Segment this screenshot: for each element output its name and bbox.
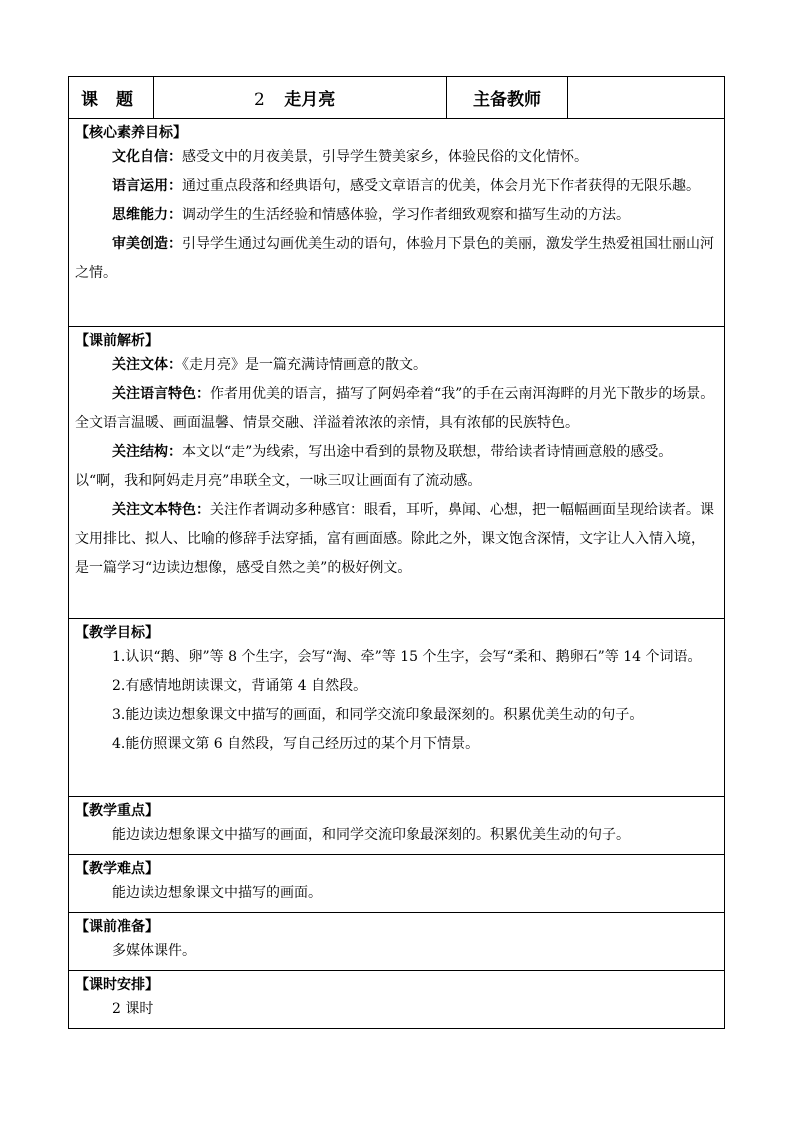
topic-label: 课题 <box>69 77 154 119</box>
key-section <box>69 797 725 855</box>
teacher-label: 主备教师 <box>447 77 568 119</box>
core-section <box>69 119 725 327</box>
pre-row <box>69 327 725 619</box>
core-item: 语言运用：通过重点段落和经典语句，感受文章语言的优美，体会月光下作者获得的无限乐趣。 <box>112 178 700 194</box>
prep-section <box>69 913 725 971</box>
key-text: 能边读边想象课文中描写的画面，和同学交流印象最深刻的。积累优美生动的句子。 <box>112 827 630 843</box>
core-item: 文化自信：感受文中的月夜美景，引导学生赞美家乡，体验民俗的文化情怀。 <box>112 149 588 165</box>
topic-cell <box>154 77 447 119</box>
pre-item: 关注语言特色：作者用优美的语言，描写了阿妈牵着“我”的手在云南洱海畔的月光下散步的场景。全文语言温暖、画面温馨、情景交融、洋溢着浓浓的亲情，具有浓郁的民族特色。 <box>75 386 715 431</box>
difficulty-text: 能边读边想象课文中描写的画面。 <box>112 885 322 901</box>
pre-section <box>69 327 725 619</box>
time-row <box>69 971 725 1029</box>
difficulty-title: 【教学难点】 <box>75 861 159 877</box>
pre-item: 关注文本特色：关注作者调动多种感官：眼看，耳听，鼻闻、心想，把一幅幅画面呈现给读者。课文用排比、拟人、比喻的修辞手法穿插，富有画面感。除此之外，课文饱含深情，文字让人入情入境，是一篇学习“边读边想像，感受自然之美”的极好例文。 <box>75 502 714 576</box>
difficulty-row <box>69 855 725 913</box>
time-section <box>69 971 725 1029</box>
key-row <box>69 797 725 855</box>
core-item: 审美创造：引导学生通过勾画优美生动的语句，体验月下景色的美丽，激发学生热爱祖国壮丽山河之情。 <box>75 236 714 281</box>
lesson-title: 走月亮 <box>284 90 336 110</box>
pre-item: 关注文体：《走月亮》是一篇充满诗情画意的散文。 <box>112 357 427 373</box>
lesson-plan-table <box>68 76 725 1029</box>
goals-section <box>69 619 725 797</box>
time-title: 【课时安排】 <box>75 977 159 993</box>
core-title: 【核心素养目标】 <box>75 125 187 141</box>
teacher-value <box>568 77 725 119</box>
pre-title: 【课前解析】 <box>75 333 159 349</box>
core-item: 思维能力：调动学生的生活经验和情感体验，学习作者细致观察和描写生动的方法。 <box>112 207 630 223</box>
header-row <box>69 77 725 119</box>
pre-item: 关注结构：本文以“走”为线索，写出途中看到的景物及联想，带给读者诗情画意般的感受。以“啊，我和阿妈走月亮”串联全文，一咏三叹让画面有了流动感。 <box>75 444 673 489</box>
goal-item: 1.认识“鹅、卵”等 8 个生字，会写“淘、牵”等 15 个生字，会写“柔和、鹅卵石”等 14 个词语。 <box>112 649 702 665</box>
time-text: 2 课时 <box>112 1001 154 1017</box>
goal-item: 2.有感情地朗读课文，背诵第 4 自然段。 <box>112 678 368 694</box>
goals-row <box>69 619 725 797</box>
prep-row <box>69 913 725 971</box>
difficulty-section <box>69 855 725 913</box>
goal-item: 3.能边读边想象课文中描写的画面，和同学交流印象最深刻的。积累优美生动的句子。 <box>112 707 644 723</box>
prep-text: 多媒体课件。 <box>112 943 196 959</box>
prep-title: 【课前准备】 <box>75 919 159 935</box>
goals-title: 【教学目标】 <box>75 625 159 641</box>
lesson-plan-page <box>68 76 725 1029</box>
lesson-number: 2 <box>254 90 265 110</box>
core-row <box>69 119 725 327</box>
key-title: 【教学重点】 <box>75 803 159 819</box>
goal-item: 4.能仿照课文第 6 自然段，写自己经历过的某个月下情景。 <box>112 736 480 752</box>
